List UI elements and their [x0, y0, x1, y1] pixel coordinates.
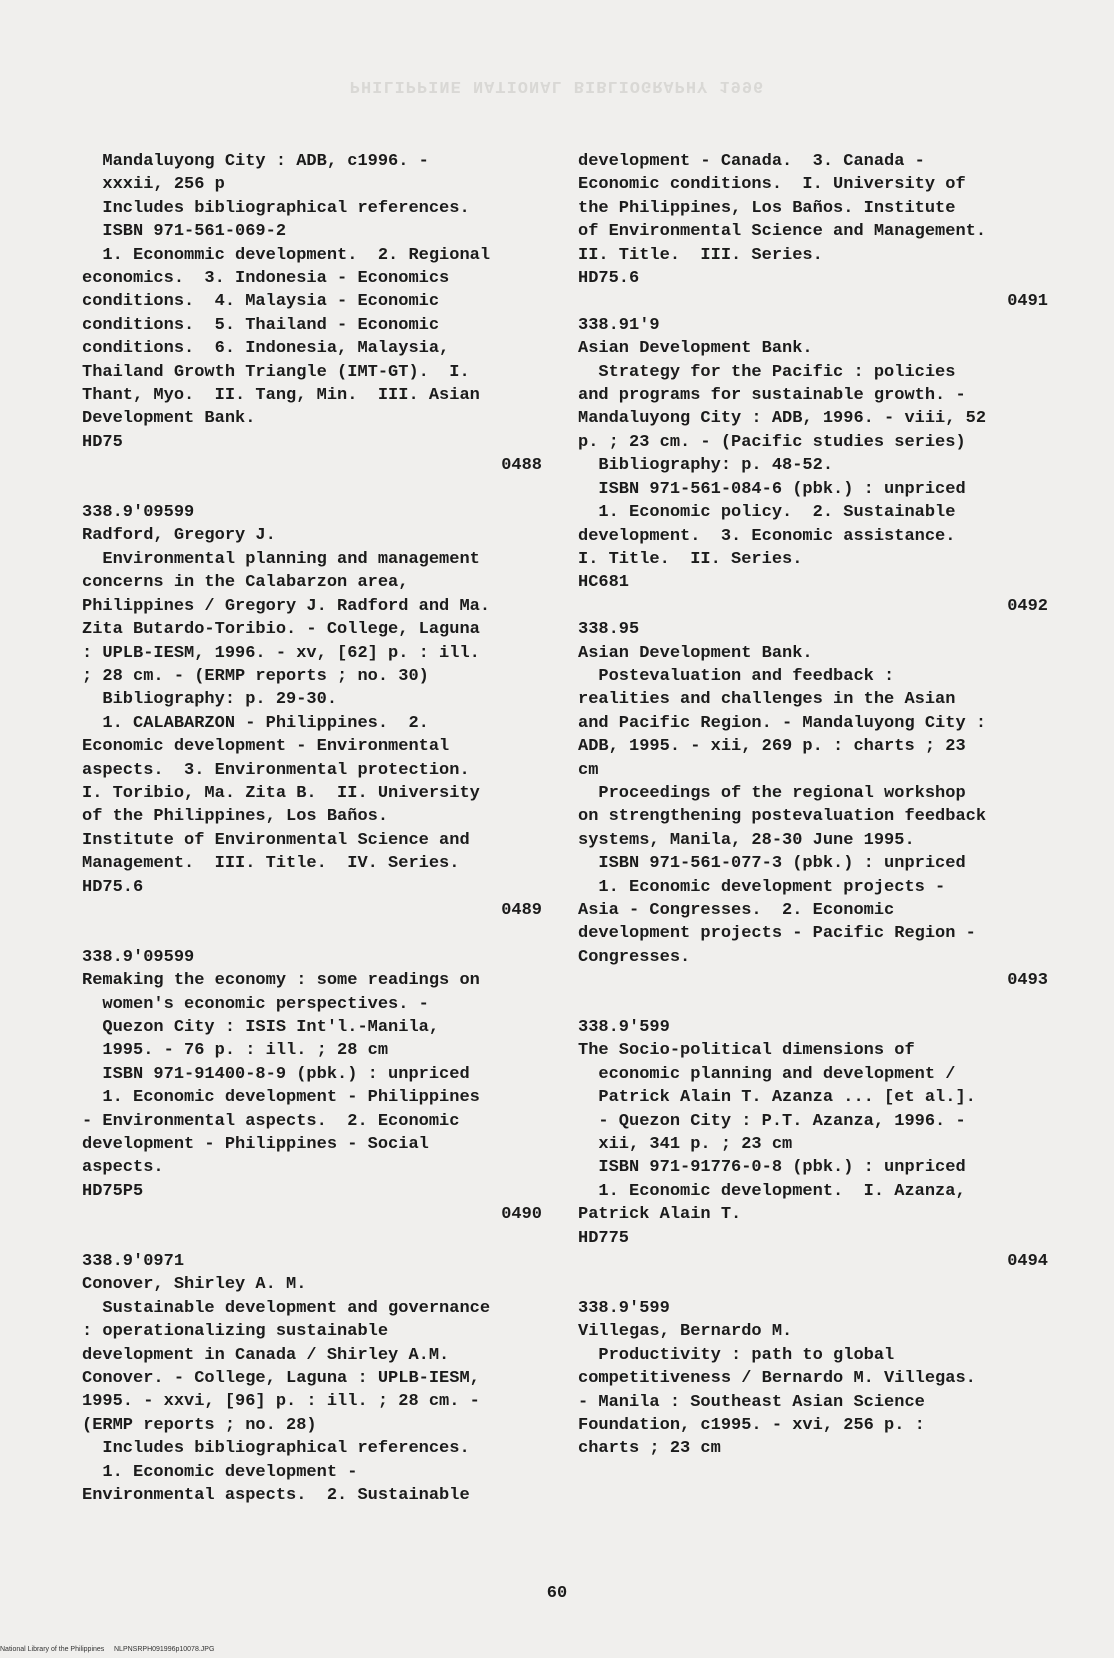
entry-line: : UPLB-IESM, 1996. - xv, [62] p. : ill. — [82, 643, 480, 663]
entry-line: HD75.6 — [82, 877, 144, 897]
entry-line: Economic development - Environmental — [82, 737, 450, 757]
entry-line: the Philippines, Los Baños. Institute — [578, 198, 956, 218]
entry-line: Mandaluyong City : ADB, c1996. - — [82, 152, 429, 171]
entry-line: - Manila : Southeast Asian Science — [578, 1392, 925, 1412]
entry-line: 338.9'09599 — [82, 947, 195, 967]
entry-line: Thant, Myo. II. Tang, Min. III. Asian — [82, 386, 480, 406]
entry-line: and Pacific Region. - Mandaluyong City : — [578, 713, 987, 733]
entry-line: Radford, Gregory J. — [82, 526, 276, 546]
entry-line: Productivity : path to global — [578, 1345, 895, 1365]
entry-line: 1. Economic development projects - — [578, 877, 946, 897]
entry-line: HD75 — [82, 432, 123, 452]
entry-line: economic planning and development / — [578, 1064, 956, 1084]
entry-line: charts ; 23 cm — [578, 1439, 721, 1459]
entry-line: Remaking the economy : some readings on — [82, 971, 480, 991]
entry-line: development - Canada. 3. Canada - — [578, 152, 925, 171]
entry-line: Patrick Alain T. — [578, 1205, 742, 1225]
entry-line: Philippines / Gregory J. Radford and Ma. — [82, 596, 491, 616]
entry-line: Quezon City : ISIS Int'l.-Manila, — [82, 1018, 440, 1037]
entry-line: concerns in the Calabarzon area, — [82, 573, 409, 593]
scan-footer: National Library of the Philippines NLPNSRPH091996p10078.JPG — [0, 1646, 215, 1653]
entry-line: Environmental aspects. 2. Sustainable — [82, 1486, 470, 1506]
entry-line: women's economic perspectives. - — [82, 994, 429, 1014]
entry-line: Postevaluation and feedback : — [578, 666, 895, 686]
entry-gap — [82, 922, 542, 945]
entry-line: Asia - Congresses. 2. Economic — [578, 901, 895, 920]
entry-line: HC681 — [578, 573, 630, 593]
entry-line: p. ; 23 cm. - (Pacific studies series) — [578, 432, 966, 452]
entry-line: I. Title. II. Series. — [578, 549, 803, 569]
entry-line: 1. CALABARZON - Philippines. 2. — [82, 713, 429, 733]
entry-number: 0493 — [1007, 971, 1048, 991]
entry-line: Conover. - College, Laguna : UPLB-IESM, — [82, 1369, 480, 1389]
entry-line: HD75.6 — [578, 269, 640, 289]
entry-line: Includes bibliographical references. — [82, 1439, 470, 1459]
entry-line: Villegas, Bernardo M. — [578, 1322, 793, 1342]
entry-gap — [82, 1227, 542, 1250]
entry-line: Sustainable development and governance — [82, 1298, 491, 1318]
entry-line: Congresses. — [578, 947, 691, 967]
entry-line: Proceedings of the regional workshop — [578, 783, 966, 803]
entry-line: realities and challenges in the Asian — [578, 690, 956, 710]
entry-line: - Quezon City : P.T. Azanza, 1996. - — [578, 1111, 966, 1131]
entry-line: Zita Butardo-Toribio. - College, Laguna — [82, 620, 480, 640]
entry-line: of Environmental Science and Management. — [578, 222, 987, 242]
entry-line: I. Toribio, Ma. Zita B. II. University — [82, 783, 480, 803]
entry-number: 0490 — [501, 1205, 542, 1225]
entry-line: HD775 — [578, 1228, 630, 1248]
entry-line: 1. Economic development - Philippines — [82, 1088, 480, 1108]
entry-line: aspects. — [82, 1158, 164, 1178]
entry-line: ISBN 971-561-077-3 (pbk.) : unpriced — [578, 854, 966, 874]
entry-line: ISBN 971-561-084-6 (pbk.) : unpriced — [578, 479, 966, 499]
entry-line: 1. Economic policy. 2. Sustainable — [578, 503, 956, 523]
entry-line: 338.9'599 — [578, 1298, 670, 1318]
entry-line: development. 3. Economic assistance. — [578, 526, 956, 546]
entry-line: Development Bank. — [82, 409, 256, 429]
entry-line: II. Title. III. Series. — [578, 245, 823, 265]
entry-gap — [578, 1273, 1048, 1296]
entry-line: development in Canada / Shirley A.M. — [82, 1345, 450, 1365]
entry-line: - Environmental aspects. 2. Economic — [82, 1111, 460, 1131]
entry-gap — [578, 993, 1048, 1016]
entry-line: Management. III. Title. IV. Series. — [82, 854, 460, 874]
entry-line: 1995. - 76 p. : ill. ; 28 cm — [82, 1041, 389, 1061]
entry-line: : operationalizing sustainable — [82, 1322, 389, 1342]
entry-line: Patrick Alain T. Azanza ... [et al.]. — [578, 1088, 976, 1108]
entry-line: Asian Development Bank. — [578, 339, 813, 359]
entry-line: The Socio-political dimensions of — [578, 1041, 915, 1061]
entry-line: 338.95 — [578, 620, 640, 640]
page-number: 60 — [546, 1584, 568, 1603]
entry-line: Bibliography: p. 29-30. — [82, 690, 338, 710]
entry-line: Foundation, c1995. - xvi, 256 p. : — [578, 1415, 925, 1435]
entry-line: ADB, 1995. - xii, 269 p. : charts ; 23 — [578, 737, 966, 757]
entry-line: Institute of Environmental Science and — [82, 830, 470, 850]
entry-line: competitiveness / Bernardo M. Villegas. — [578, 1369, 976, 1389]
entry-line: conditions. 4. Malaysia - Economic — [82, 292, 440, 312]
entry-line: 338.9'599 — [578, 1018, 670, 1038]
entry-line: systems, Manila, 28-30 June 1995. — [578, 830, 915, 850]
entry-line: conditions. 6. Indonesia, Malaysia, — [82, 339, 450, 359]
entry-line: Thailand Growth Triangle (IMT-GT). I. — [82, 362, 470, 382]
entry-line: conditions. 5. Thailand - Economic — [82, 315, 440, 335]
entry-line: 1. Economic development. I. Azanza, — [578, 1181, 966, 1201]
entry-line: economics. 3. Indonesia - Economics — [82, 269, 450, 289]
entry-line: 1. Economic development - — [82, 1462, 358, 1482]
entry-line: aspects. 3. Environmental protection. — [82, 760, 470, 780]
entry-line: development projects - Pacific Region - — [578, 924, 976, 944]
entry-line: 1. Econommic development. 2. Regional — [82, 245, 491, 265]
entry-line: ISBN 971-91776-0-8 (pbk.) : unpriced — [578, 1158, 966, 1178]
entry-line: HD75P5 — [82, 1181, 144, 1201]
entry-line: ; 28 cm. - (ERMP reports ; no. 30) — [82, 666, 429, 686]
entry-line: 338.9'09599 — [82, 503, 195, 523]
entry-line: Strategy for the Pacific : policies — [578, 362, 956, 382]
entry-number: 0492 — [1007, 596, 1048, 616]
entry-line: (ERMP reports ; no. 28) — [82, 1415, 317, 1435]
bleed-through-running-head: PHILIPPINE NATIONAL BIBLIOGRAPHY 1996 — [349, 76, 765, 95]
entry-line: ISBN 971-91400-8-9 (pbk.) : unpriced — [82, 1064, 470, 1084]
entry-line: Conover, Shirley A. M. — [82, 1275, 307, 1295]
entry-line: xxxii, 256 p — [82, 175, 225, 195]
entry-line: of the Philippines, Los Baños. — [82, 807, 389, 827]
entry-line: 338.9'0971 — [82, 1252, 185, 1272]
entry-line: 1995. - xxvi, [96] p. : ill. ; 28 cm. - — [82, 1392, 480, 1412]
entry-number: 0494 — [1007, 1252, 1048, 1272]
entry-line: Bibliography: p. 48-52. — [578, 456, 834, 476]
entry-line: and programs for sustainable growth. - — [578, 386, 966, 406]
entry-number: 0491 — [1007, 292, 1048, 312]
left-column — [82, 150, 542, 1508]
entry-line: xii, 341 p. ; 23 cm — [578, 1135, 793, 1155]
entry-number: 0488 — [501, 456, 542, 476]
entry-line: cm — [578, 760, 599, 780]
entry-line: development - Philippines - Social — [82, 1135, 429, 1155]
entry-line: on strengthening postevaluation feedback — [578, 807, 987, 827]
entry-gap — [82, 478, 542, 501]
entry-line: Mandaluyong City : ADB, 1996. - viii, 52 — [578, 409, 987, 429]
entry-line: 338.91'9 — [578, 315, 660, 335]
entry-number: 0489 — [501, 900, 542, 920]
entry-line: Includes bibliographical references. — [82, 198, 470, 218]
right-column — [578, 150, 1048, 1461]
entry-line: Economic conditions. I. University of — [578, 175, 966, 195]
entry-line: ISBN 971-561-069-2 — [82, 222, 287, 242]
entry-line: Asian Development Bank. — [578, 643, 813, 663]
entry-line: Environmental planning and management — [82, 549, 480, 569]
